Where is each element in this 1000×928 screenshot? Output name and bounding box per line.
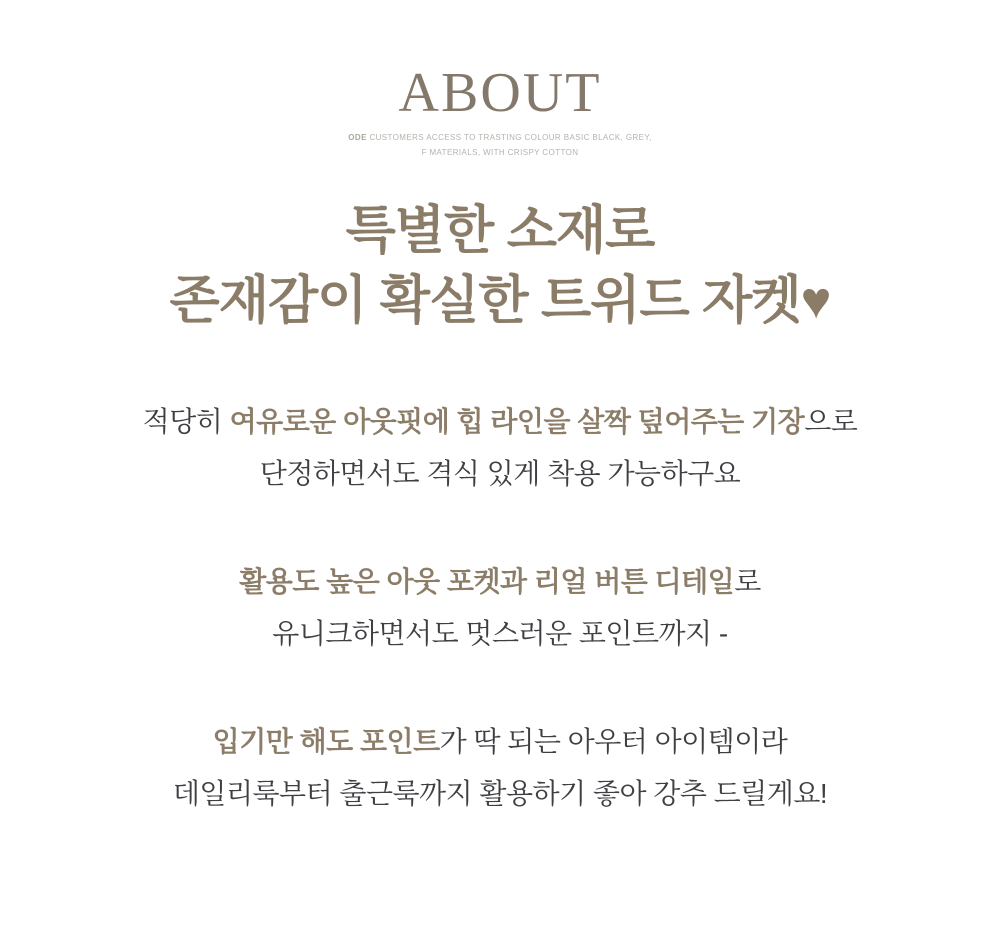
paragraph-1-line-1 — [0, 396, 1000, 448]
headline-line1: 특별한 소재로 — [345, 202, 655, 260]
paragraph-3-highlight: 입기만 해도 포인트 — [212, 726, 440, 757]
headline-line2: 존재감이 확실한 트위드 자켓♥ — [169, 272, 831, 330]
paragraph-3-suffix: 가 딱 되는 아우터 아이템이라 — [439, 726, 788, 757]
description-paragraph-fit — [0, 396, 1000, 500]
about-title: ABOUT — [398, 62, 602, 124]
about-subtitle-line1-text: CUSTOMERS ACCESS TO TRASTING COLOUR BASIC BLACK, GREY, — [366, 133, 652, 142]
paragraph-1-highlight: 여유로운 아웃핏에 힙 라인을 살짝 덮어주는 기장 — [229, 406, 805, 437]
paragraph-1-suffix: 으로 — [804, 406, 858, 437]
paragraph-1-line-2: 단정하면서도 격식 있게 착용 가능하구요 — [259, 458, 741, 489]
paragraph-2-suffix: 로 — [734, 566, 761, 597]
about-subtitle-line1 — [0, 130, 1000, 145]
product-headline — [0, 196, 1000, 336]
paragraph-2-highlight: 활용도 높은 아웃 포켓과 리얼 버튼 디테일 — [239, 566, 735, 597]
paragraph-2-line-1 — [0, 556, 1000, 608]
about-header — [0, 0, 1000, 160]
paragraph-3-line-1 — [0, 716, 1000, 768]
about-subtitle-line2: F MATERIALS, WITH CRISPY COTTON — [421, 148, 579, 157]
brand-name: ODE — [348, 133, 367, 142]
description-paragraph-recommend — [0, 716, 1000, 820]
paragraph-2-line-2: 유니크하면서도 멋스러운 포인트까지 - — [272, 618, 728, 649]
about-subtitle — [0, 130, 1000, 160]
paragraph-3-line-2: 데일리룩부터 출근룩까지 활용하기 좋아 강추 드릴게요! — [172, 778, 828, 809]
description-paragraph-detail — [0, 556, 1000, 660]
paragraph-1-prefix: 적당히 — [142, 406, 230, 437]
